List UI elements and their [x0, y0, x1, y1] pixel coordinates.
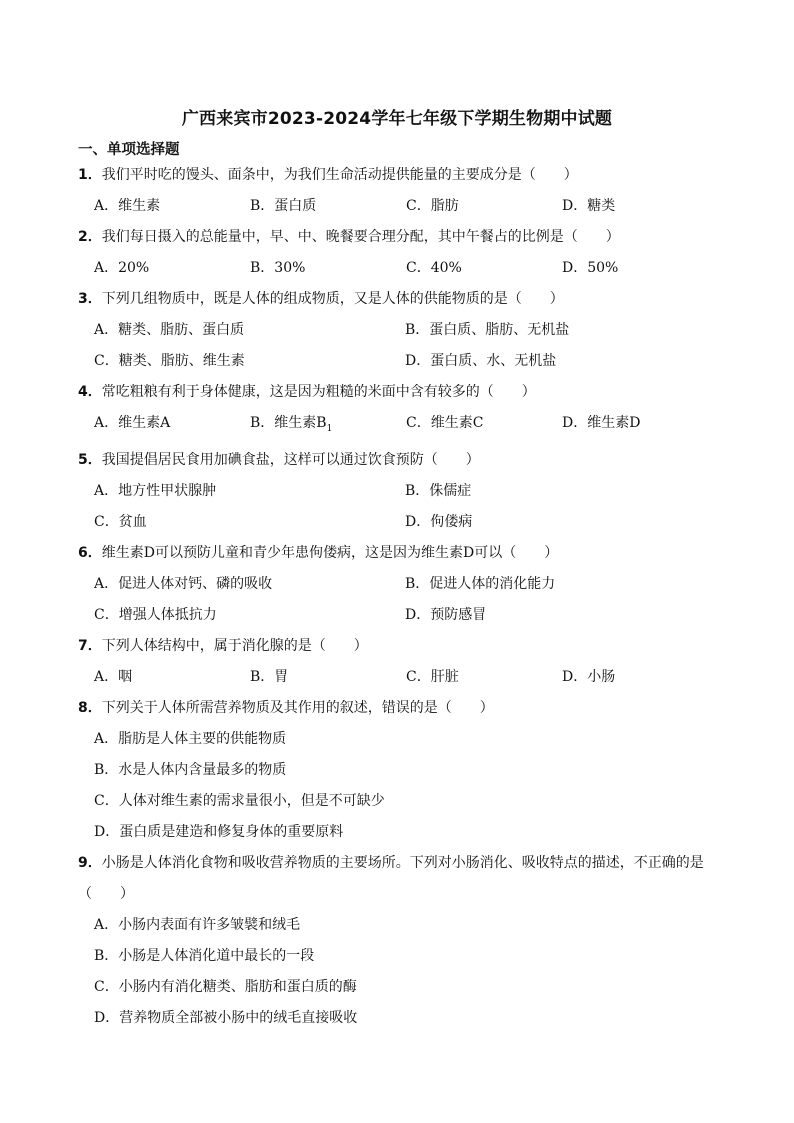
option-a: A．地方性甲状腺肿: [94, 482, 217, 499]
option-d: D．小肠: [562, 668, 616, 685]
options: [78, 569, 728, 631]
question-stem: [78, 848, 728, 910]
question-text: 维生素D可以预防儿童和青少年患佝偻病，这是因为维生素D可以（ ）: [101, 544, 559, 561]
question-stem: [78, 284, 728, 315]
question-text: 我们每日摄入的总能量中，早、中、晚餐要合理分配，其中午餐占的比例是（ ）: [101, 229, 620, 245]
question-5: [78, 445, 728, 538]
option-c: C．贫血: [94, 513, 147, 530]
options: [78, 191, 728, 222]
option-a: A．20%: [94, 260, 150, 276]
option-b: B．30%: [250, 260, 306, 276]
option-a: A．维生素: [94, 198, 161, 214]
question-text: 我国提倡居民食用加碘食盐，这样可以通过饮食预防（ ）: [101, 451, 480, 468]
option-b: B．促进人体的消化能力: [405, 575, 556, 592]
option-b: [250, 408, 406, 445]
question-stem: [78, 538, 728, 569]
question-number: 9．: [78, 854, 102, 871]
option-c: C．脂肪: [406, 198, 459, 214]
option-c: C．人体对维生素的需求量很小，但是不可缺少: [94, 792, 385, 809]
question-text: 下列几组物质中，既是人体的组成物质，又是人体的供能物质的是（ ）: [101, 291, 564, 307]
question-stem: [78, 160, 728, 191]
question-2: [78, 222, 728, 284]
question-6: [78, 538, 728, 631]
option-d: D．预防感冒: [405, 606, 487, 623]
question-4: [78, 377, 728, 445]
options: [78, 315, 728, 377]
question-text: 小肠是人体消化食物和吸收营养物质的主要场所。下列对小肠消化、吸收特点的描述，不正确的是（ ）: [78, 854, 704, 902]
question-text: 常吃粗粮有利于身体健康，这是因为粗糙的米面中含有较多的（ ）: [101, 384, 536, 400]
question-7: [78, 631, 728, 693]
question-text: 下列人体结构中，属于消化腺的是（ ）: [101, 637, 368, 654]
option-d: D．糖类: [562, 198, 616, 214]
question-text: 下列关于人体所需营养物质及其作用的叙述，错误的是（ ）: [101, 699, 494, 716]
option-a: A．小肠内表面有许多皱襞和绒毛: [94, 916, 301, 933]
option-a: A．促进人体对钙、磷的吸收: [94, 575, 273, 592]
section-heading: 一、单项选择题: [78, 142, 180, 158]
question-number: 3．: [78, 291, 102, 307]
question-number: 2．: [78, 229, 102, 245]
question-stem: [78, 377, 728, 408]
question-list: [78, 160, 728, 1034]
option-b: B．蛋白质、脂肪、无机盐: [405, 322, 570, 338]
option-d: D．营养物质全部被小肠中的绒毛直接吸收: [94, 1009, 358, 1026]
option-c: C．增强人体抵抗力: [94, 606, 217, 623]
question-number: 5．: [78, 451, 102, 468]
question-9: [78, 848, 728, 1034]
question-stem: [78, 222, 728, 253]
option-d: D．蛋白质、水、无机盐: [405, 353, 557, 369]
option-b-text: B．维生素B: [250, 415, 327, 431]
options: [78, 724, 728, 848]
option-a: A．维生素A: [94, 415, 171, 431]
question-3: [78, 284, 728, 377]
option-d: D．维生素D: [562, 415, 641, 431]
option-c: C．40%: [406, 260, 462, 276]
question-text: 我们平时吃的馒头、面条中，为我们生命活动提供能量的主要成分是（ ）: [101, 167, 578, 183]
subscript: 1: [326, 423, 333, 434]
options: [78, 253, 728, 284]
option-c: C．小肠内有消化糖类、脂肪和蛋白质的酶: [94, 978, 357, 995]
option-b: B．侏儒症: [405, 482, 472, 499]
option-d: D．佝偻病: [405, 513, 473, 530]
question-number: 6．: [78, 544, 102, 561]
question-number: 1．: [78, 167, 102, 183]
option-a: A．糖类、脂肪、蛋白质: [94, 322, 245, 338]
option-c: C．维生素C: [406, 415, 484, 431]
page-title: 广西来宾市2023-2024学年七年级下学期生物期中试题: [181, 109, 613, 129]
question-8: [78, 693, 728, 848]
question-stem: [78, 445, 728, 476]
question-number: 7．: [78, 637, 102, 654]
question-1: [78, 160, 728, 222]
option-c: C．糖类、脂肪、维生素: [94, 353, 245, 369]
option-b: B．胃: [250, 668, 289, 685]
option-d: D．50%: [562, 260, 619, 276]
option-c: C．肝脏: [406, 668, 459, 685]
options: [78, 662, 728, 693]
question-stem: [78, 693, 728, 724]
option-b: B．水是人体内含量最多的物质: [94, 761, 287, 778]
option-b: B．蛋白质: [250, 198, 317, 214]
option-b: B．小肠是人体消化道中最长的一段: [94, 947, 315, 964]
option-a: A．脂肪是人体主要的供能物质: [94, 730, 287, 747]
options: [78, 476, 728, 538]
option-d: D．蛋白质是建造和修复身体的重要原料: [94, 823, 344, 840]
question-stem: [78, 631, 728, 662]
question-number: 8．: [78, 699, 102, 716]
options: [78, 408, 728, 445]
options: [78, 910, 728, 1034]
option-a: A．咽: [94, 668, 133, 685]
question-number: 4．: [78, 384, 102, 400]
